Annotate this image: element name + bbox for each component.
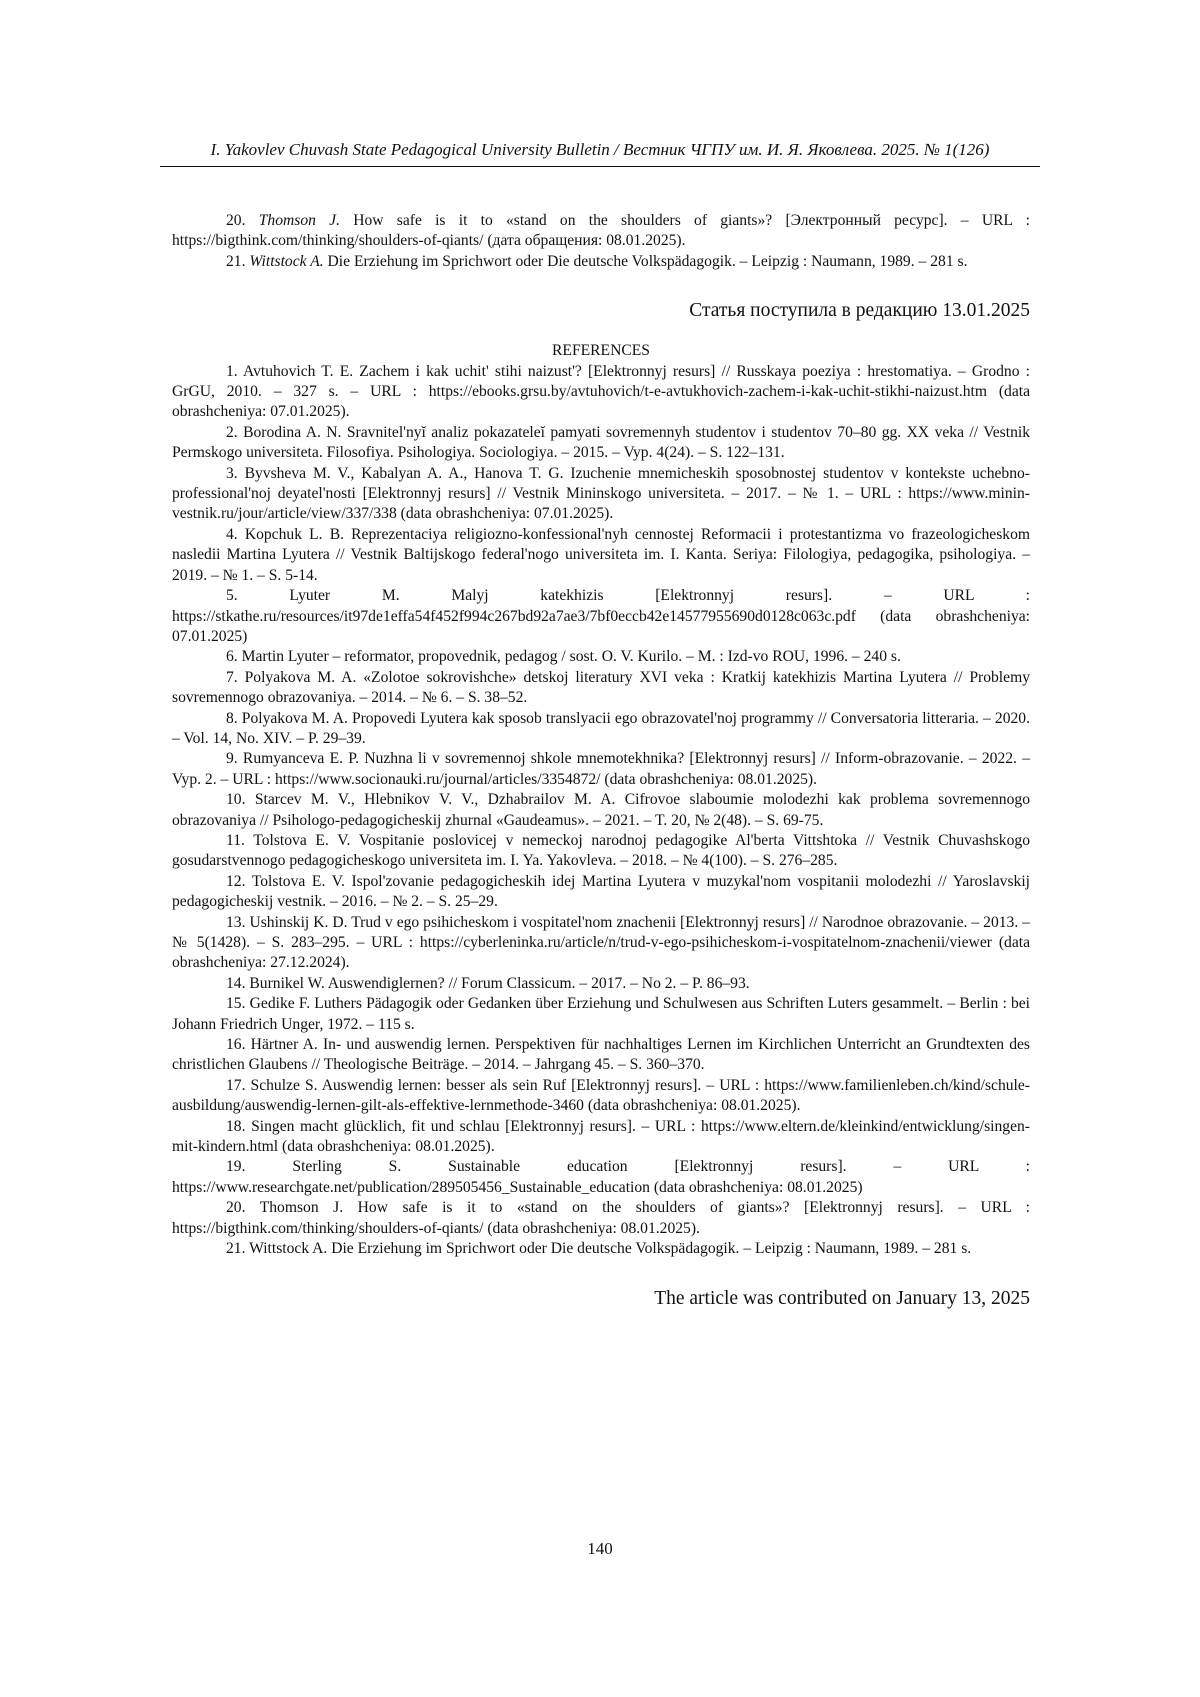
text-column — [172, 211, 1030, 1311]
reference-entry: 1. Avtuhovich T. E. Zachem i kak uchit' stihi naizust'? [Elektronnyj resurs] // Russkaya poeziya : hrestomatiya. – Grodno : GrGU, 2010. – 327 s. – URL : https://ebooks.grsu.by/avtuhovich/t-e-avtukhovich-zachem-i-kak-uchit-stikhi-naizust.htm (data obrashcheniya: 07.01.2025). — [172, 362, 1030, 421]
reference-entry — [172, 252, 1030, 272]
reference-entry: 13. Ushinskij K. D. Trud v ego psihicheskom i vospitatel'nom znachenii [Elektronnyj resurs] // Narodnoe obrazovanie. – 2013. – № 5(1428). – S. 283–295. – URL : https://cyberleninka.ru/article/n/trud-v-ego-psihicheskom-i-vospitatelnom-znachenii/viewer (data obrashcheniya: 27.12.2024). — [172, 913, 1030, 972]
reference-entry: 7. Polyakova M. A. «Zolotoe sokrovishche» detskoj literatury XVI veka : Kratkij katekhizis Martina Lyutera // Problemy sovremennogo obrazovaniya. – 2014. – № 6. – S. 38–52. — [172, 668, 1030, 707]
reference-entry: 15. Gedike F. Luthers Pädagogik oder Gedanken über Erziehung und Schulwesen aus Schriften Luters gesammelt. – Berlin : bei Johann Friedrich Unger, 1972. – 115 s. — [172, 995, 1030, 1033]
reference-entry: 21. Wittstock A. Die Erziehung im Sprichwort oder Die deutsche Volkspädagogik. – Leipzig : Naumann, 1989. – 281 s. — [226, 1240, 972, 1258]
reference-entry: 3. Byvsheva M. V., Kabalyan A. A., Hanova T. G. Izuchenie mnemicheskih sposobnostej studentov v kontekste uchebno-professional'noj deyatel'nosti [Elektronnyj resurs] // Vestnik Mininskogo universiteta. – 2017. – № 1. – URL : https://www.minin-vestnik.ru/jour/article/view/337/338 (data obrashcheniya: 07.01.2025). — [172, 464, 1030, 523]
received-date-english: The article was contributed on January 13, 2025 — [654, 1287, 1030, 1309]
reference-author: Thomson J. — [258, 212, 340, 229]
reference-entry: 17. Schulze S. Auswendig lernen: besser als sein Ruf [Elektronnyj resurs]. – URL : https://www.familienleben.ch/kind/schule-ausbildung/auswendig-lernen-gilt-als-effektive-lernmethode-3460 (data obrashcheniya: 08.01.2025). — [172, 1076, 1030, 1115]
reference-entry: 18. Singen macht glücklich, fit und schlau [Elektronnyj resurs]. – URL : https://www.eltern.de/kleinkind/entwicklung/singen-mit-kindern.html (data obrashcheniya: 08.01.2025). — [172, 1117, 1030, 1156]
reference-entry: 2. Borodina A. N. Sravnitel'nyĭ analiz pokazateleĭ pamyati sovremennyh studentov i studentov 70–80 gg. XX veka // Vestnik Permskogo universiteta. Filosofiya. Psihologiya. Sociologiya. – 2015. – Vyp. 4(24). – S. 122–131. — [172, 423, 1030, 462]
reference-author: Wittstock A. — [249, 252, 324, 270]
reference-entry: 16. Härtner A. In- und auswendig lernen. Perspektiven für nachhaltiges Lernen im Kirchlichen Unterricht an Grundtexten des christlichen Glaubens // Theologische Beiträge. – 2014. – Jahrgang 45. – S. 360–370. — [172, 1036, 1030, 1074]
reference-text: How safe is it to «stand on the shoulders of giants»? [Электронный ресурс]. – URL : https://bigthink.com/thinking/shoulders-of-qiants/ (дата обращения: 08.01.2025). — [172, 212, 1030, 250]
reference-entry: 20. Thomson J. How safe is it to «stand on the shoulders of giants»? [Elektronnyj resurs]. – URL : https://bigthink.com/thinking/shoulders-of-qiants/ (data obrashcheniya: 08.01.2025). — [172, 1199, 1030, 1237]
reference-entry: 9. Rumyanceva E. P. Nuzhna li v sovremennoj shkole mnemotekhnika? [Elektronnyj resurs] // Inform-obrazovanie. – 2022. – Vyp. 2. – URL : https://www.socionauki.ru/journal/articles/3354872/ (data obrashcheniya: 08.01.2025). — [172, 750, 1030, 788]
reference-entry: 8. Polyakova M. A. Propovedi Lyutera kak sposob translyacii ego obrazovatel'noj programmy // Conversatoria litteraria. – 2020. – Vol. 14, No. XIV. – P. 29–39. — [172, 709, 1030, 747]
references-heading: REFERENCES — [552, 342, 650, 360]
page-number: 140 — [587, 1539, 613, 1558]
reference-entry: 5. Lyuter M. Malyj katekhizis [Elektronnyj resurs]. – URL : https://stkathe.ru/resources/it97de1effa54f452f994c267bd92a7ae3/7bf0eccb42e14577955690d0128c063c.pdf (data obrashcheniya: 07.01.2025) — [172, 587, 1030, 645]
header-divider — [160, 166, 1040, 167]
reference-entry: 12. Tolstova E. V. Ispol'zovanie pedagogicheskih idej Martina Lyutera v muzykal'nom vospitanii molodezhi // Yaroslavskij pedagogicheskij vestnik. – 2016. – № 2. – S. 25–29. — [172, 872, 1030, 911]
reference-entry: 4. Kopchuk L. B. Reprezentaciya religiozno-konfessional'nyh cennostej Reformacii i protestantizma vo frazeologicheskom nasledii Martina Lyutera // Vestnik Baltijskogo federal'nogo universiteta im. I. Kanta. Seriya: Filologiya, pedagogika, psihologiya. – 2019. – № 1. – S. 5-14. — [172, 525, 1030, 584]
russian-references-tail — [172, 211, 1030, 272]
reference-entry: 6. Martin Lyuter – reformator, propovednik, pedagog / sost. O. V. Kurilo. – M. : Izd-vo ROU, 1996. – 240 s. — [226, 648, 901, 666]
reference-number: 20. — [226, 212, 246, 229]
reference-entry: 10. Starcev M. V., Hlebnikov V. V., Dzhabrailov M. A. Cifrovoe slaboumie molodezhi kak problema sovremennogo obrazovaniya // Psihologo-pedagogicheskij zhurnal «Gaudeamus». – 2021. – T. 20, № 2(48). – S. 69-75. — [172, 791, 1030, 829]
running-header: I. Yakovlev Chuvash State Pedagogical University Bulletin / Вестник ЧГПУ им. И. Я. Яковлева. 2025. № 1(126) — [210, 140, 990, 159]
reference-entry — [172, 211, 1030, 252]
received-date-russian: Статья поступила в редакцию 13.01.2025 — [689, 300, 1030, 322]
reference-entry: 14. Burnikel W. Auswendiglernen? // Forum Classicum. – 2017. – No 2. – P. 86–93. — [226, 974, 750, 992]
reference-entry: 11. Tolstova E. V. Vospitanie poslovicej v nemeckoj narodnoj pedagogike Al'berta Vittshtoka // Vestnik Chuvashskogo gosudarstvennogo pedagogicheskogo universiteta im. I. Ya. Yakovleva. – 2018. – № 4(100). – S. 276–285. — [172, 831, 1030, 870]
references-list — [172, 362, 1030, 1260]
reference-entry: 19. Sterling S. Sustainable education [Elektronnyj resurs]. – URL : https://www.researchgate.net/publication/289505456_Sustainable_education (data obrashcheniya: 08.01.2025) — [172, 1158, 1030, 1196]
reference-number: 21. — [226, 252, 246, 270]
reference-text: Die Erziehung im Sprichwort oder Die deutsche Volkspädagogik. – Leipzig : Naumann, 1989. – 281 s. — [327, 252, 968, 270]
